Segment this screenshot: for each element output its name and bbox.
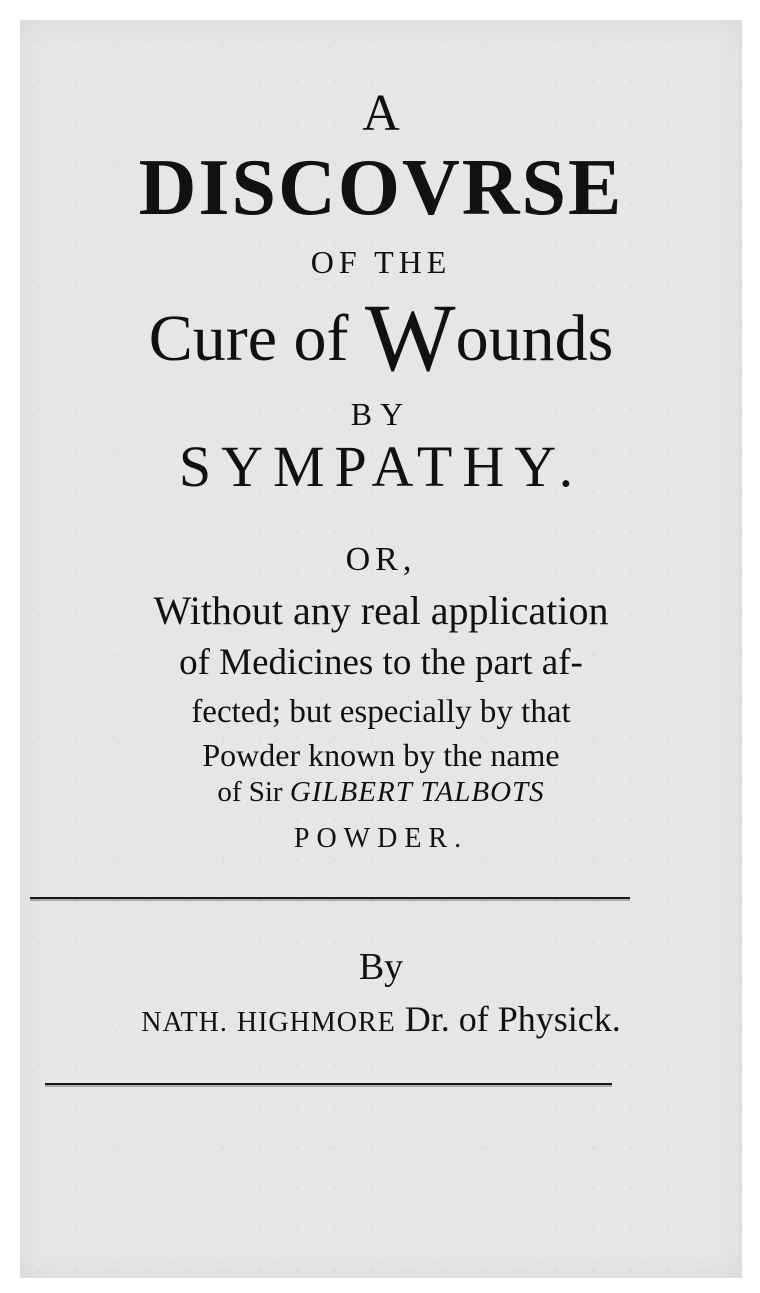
description-line: Without any real application [153,588,609,633]
title-discourse: DISCOVRSE [138,144,624,232]
description-line: Powder known by the name [202,737,560,773]
title-cure-of-wounds [20,284,742,391]
description-line: of Medicines to the part af- [179,642,583,683]
title-wounds-initial: W [364,284,456,391]
author-first-name: NATH. [141,1007,228,1038]
author-title: Dr. of Physick. [404,999,621,1039]
title-by: BY [350,396,412,432]
author-surname: HIGHMORE [236,1007,396,1038]
title-wounds-rest: ounds [455,302,614,375]
owner-name: GILBERT TALBOTS [289,776,545,808]
title-cure-of: Cure of [148,302,365,375]
author-line [20,1001,742,1037]
description-line-owner [20,778,742,807]
author-by: By [358,946,404,988]
title-article: A [362,85,400,142]
description-powder: POWDER. [293,823,469,854]
title-page [20,20,742,1278]
subtitle-or: OR, [345,541,417,578]
owner-prefix: of Sir [217,776,290,808]
divider-rule [30,897,630,899]
title-of-the: OF THE [310,244,452,280]
description-line: fected; but especially by that [191,694,571,730]
divider-rule [45,1083,612,1085]
title-sympathy: SYMPATHY. [178,434,584,499]
